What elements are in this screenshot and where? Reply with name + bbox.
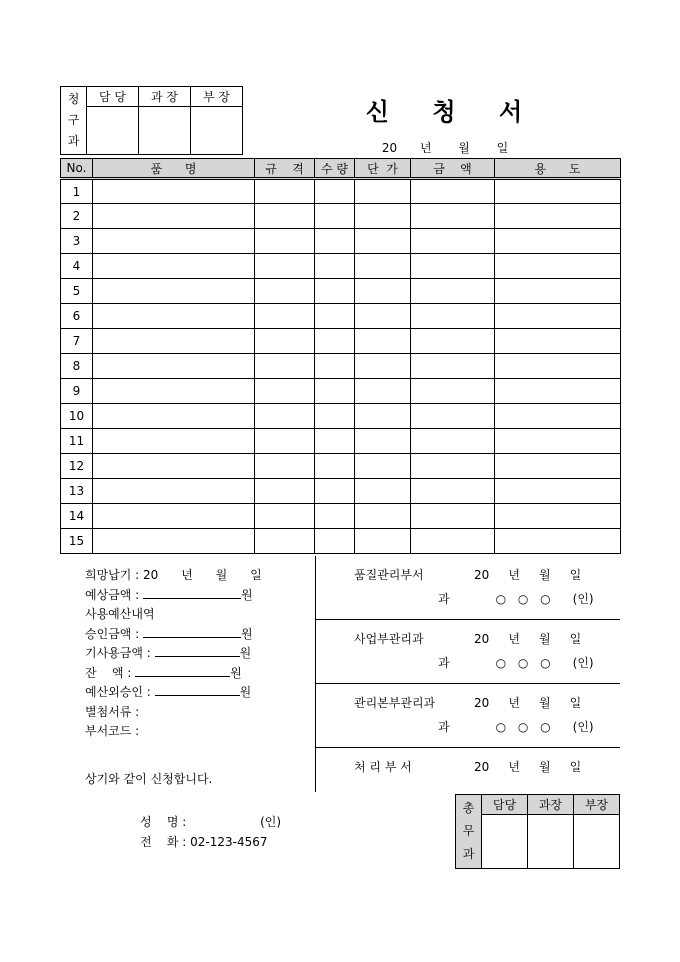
signer-name-placeholder: ○ ○ ○ xyxy=(495,720,555,734)
items-col-header: 용 도 xyxy=(495,159,621,179)
row-number-cell: 2 xyxy=(61,204,93,229)
field-label: 예상금액 : xyxy=(85,587,144,602)
approval-col-section-chief: 과 장 xyxy=(139,87,191,107)
row-number-cell: 9 xyxy=(61,379,93,404)
row-number-cell: 12 xyxy=(61,454,93,479)
approval-block-business-management xyxy=(316,620,620,684)
items-table-row xyxy=(61,179,621,204)
won-unit: 원 xyxy=(241,587,253,602)
fill-in-blank xyxy=(155,645,240,657)
row-number-cell: 5 xyxy=(61,279,93,304)
empty-item-cell xyxy=(315,254,355,279)
seal-label: (인) xyxy=(260,815,282,829)
empty-item-cell xyxy=(315,304,355,329)
empty-item-cell xyxy=(411,279,495,304)
balance-line xyxy=(85,664,340,684)
items-table-row xyxy=(61,404,621,429)
empty-item-cell xyxy=(255,529,315,554)
empty-item-cell xyxy=(411,454,495,479)
won-unit: 원 xyxy=(239,685,252,699)
empty-item-cell xyxy=(315,479,355,504)
approval-col-staff: 담당 xyxy=(482,795,528,815)
empty-item-cell xyxy=(355,429,411,454)
approval-sign-cell-staff xyxy=(87,107,139,155)
row-number-cell: 4 xyxy=(61,254,93,279)
items-table-row xyxy=(61,529,621,554)
empty-item-cell xyxy=(355,279,411,304)
row-number-cell: 3 xyxy=(61,229,93,254)
empty-item-cell xyxy=(411,429,495,454)
empty-item-cell xyxy=(315,179,355,204)
signer-line xyxy=(316,590,620,607)
empty-item-cell xyxy=(93,329,255,354)
empty-item-cell xyxy=(93,279,255,304)
empty-item-cell xyxy=(495,454,621,479)
fill-in-blank xyxy=(143,626,241,638)
empty-item-cell xyxy=(411,329,495,354)
application-statement: 상기와 같이 신청합니다. xyxy=(85,771,213,786)
requesting-dept-label: 청구과 xyxy=(61,87,87,155)
won-unit: 원 xyxy=(239,646,252,660)
empty-item-cell xyxy=(93,229,255,254)
empty-item-cell xyxy=(93,404,255,429)
items-table xyxy=(60,158,621,554)
empty-item-cell xyxy=(355,304,411,329)
empty-item-cell xyxy=(495,354,621,379)
items-table-row xyxy=(61,454,621,479)
items-table-header-row xyxy=(61,159,621,179)
fill-in-blank xyxy=(155,684,240,696)
empty-item-cell xyxy=(495,279,621,304)
row-number-cell: 7 xyxy=(61,329,93,354)
signer-name-placeholder: ○ ○ ○ xyxy=(495,656,555,670)
field-label: 승인금액 : xyxy=(85,626,144,641)
items-col-header: 품 명 xyxy=(93,159,255,179)
empty-item-cell xyxy=(355,354,411,379)
empty-item-cell xyxy=(495,204,621,229)
row-number-cell: 14 xyxy=(61,504,93,529)
extra-budget-approval-line xyxy=(85,683,340,703)
items-table-row xyxy=(61,379,621,404)
empty-item-cell xyxy=(411,304,495,329)
dept-name: 품질관리부서 xyxy=(354,568,424,582)
dept-date-line xyxy=(316,694,620,711)
general-affairs-dept-label: 총무과 xyxy=(456,795,482,869)
empty-item-cell xyxy=(495,229,621,254)
signer-name-placeholder: ○ ○ ○ xyxy=(495,592,555,606)
empty-item-cell xyxy=(315,354,355,379)
approval-date: 20 년 월 일 xyxy=(474,632,582,646)
empty-item-cell xyxy=(315,279,355,304)
empty-item-cell xyxy=(355,229,411,254)
applicant-name-line xyxy=(85,813,340,833)
row-number-cell: 6 xyxy=(61,304,93,329)
approval-sign-cell-section-chief xyxy=(139,107,191,155)
items-table-row xyxy=(61,354,621,379)
request-details-section xyxy=(85,566,340,852)
dept-name: 처 리 부 서 xyxy=(354,760,412,774)
attached-documents-line: 별첨서류 : xyxy=(85,704,144,719)
items-col-header: 규 격 xyxy=(255,159,315,179)
empty-item-cell xyxy=(255,254,315,279)
row-number-cell: 13 xyxy=(61,479,93,504)
empty-item-cell xyxy=(411,504,495,529)
empty-item-cell xyxy=(93,379,255,404)
items-table-row xyxy=(61,329,621,354)
row-number-cell: 10 xyxy=(61,404,93,429)
empty-item-cell xyxy=(411,179,495,204)
dept-date-line xyxy=(316,566,620,583)
empty-item-cell xyxy=(255,354,315,379)
general-affairs-approval-box xyxy=(455,794,620,869)
dept-date-line xyxy=(316,630,620,647)
budget-details-heading: 사용예산내역 xyxy=(85,607,155,621)
empty-item-cell xyxy=(495,429,621,454)
empty-item-cell xyxy=(255,329,315,354)
form-date-line: 20 년 월 일 xyxy=(381,141,509,155)
empty-item-cell xyxy=(315,204,355,229)
empty-item-cell xyxy=(495,404,621,429)
section-label: 과 xyxy=(438,656,450,670)
title-block xyxy=(320,92,570,156)
empty-item-cell xyxy=(315,379,355,404)
items-col-header: 단 가 xyxy=(355,159,411,179)
empty-item-cell xyxy=(355,454,411,479)
empty-item-cell xyxy=(315,454,355,479)
empty-item-cell xyxy=(355,529,411,554)
won-unit: 원 xyxy=(230,665,242,680)
items-col-header: No. xyxy=(61,159,93,179)
field-label: 예산외승인 : xyxy=(85,685,155,699)
expected-amount-line xyxy=(85,586,340,606)
empty-item-cell xyxy=(93,354,255,379)
approval-sign-cell-section-chief xyxy=(528,815,574,869)
empty-item-cell xyxy=(255,454,315,479)
approval-date: 20 년 월 일 xyxy=(474,696,582,710)
approval-sign-cell-dept-head xyxy=(574,815,620,869)
empty-item-cell xyxy=(93,429,255,454)
empty-item-cell xyxy=(315,229,355,254)
dept-date-line xyxy=(316,758,620,775)
empty-item-cell xyxy=(355,179,411,204)
approval-col-section-chief: 과장 xyxy=(528,795,574,815)
empty-item-cell xyxy=(255,229,315,254)
items-col-header: 수 량 xyxy=(315,159,355,179)
field-label: 전 화 : xyxy=(140,834,191,849)
approval-block-processing-dept xyxy=(316,748,620,792)
seal-label: (인) xyxy=(572,720,594,734)
items-table-row xyxy=(61,254,621,279)
empty-item-cell xyxy=(495,254,621,279)
approval-block-quality-control xyxy=(316,556,620,620)
empty-item-cell xyxy=(355,329,411,354)
fill-in-blank xyxy=(135,665,230,677)
empty-item-cell xyxy=(411,479,495,504)
department-approval-section xyxy=(315,556,620,792)
empty-item-cell xyxy=(93,529,255,554)
used-amount-line xyxy=(85,644,340,664)
seal-label: (인) xyxy=(572,656,594,670)
empty-item-cell xyxy=(411,529,495,554)
empty-item-cell xyxy=(255,279,315,304)
empty-item-cell xyxy=(355,379,411,404)
empty-item-cell xyxy=(93,179,255,204)
empty-item-cell xyxy=(255,404,315,429)
empty-item-cell xyxy=(315,529,355,554)
items-table-row xyxy=(61,229,621,254)
empty-item-cell xyxy=(495,179,621,204)
empty-item-cell xyxy=(93,504,255,529)
items-table-row xyxy=(61,204,621,229)
fill-in-blank xyxy=(143,587,241,599)
empty-item-cell xyxy=(315,329,355,354)
row-number-cell: 11 xyxy=(61,429,93,454)
empty-item-cell xyxy=(495,529,621,554)
empty-item-cell xyxy=(355,404,411,429)
empty-item-cell xyxy=(315,504,355,529)
dept-name: 관리본부관리과 xyxy=(354,696,436,710)
empty-item-cell xyxy=(411,404,495,429)
won-unit: 원 xyxy=(241,626,253,641)
section-label: 과 xyxy=(438,720,450,734)
seal-label: (인) xyxy=(572,592,594,606)
items-table-row xyxy=(61,279,621,304)
empty-item-cell xyxy=(315,404,355,429)
signer-line xyxy=(316,654,620,671)
empty-item-cell xyxy=(495,379,621,404)
empty-item-cell xyxy=(93,454,255,479)
empty-item-cell xyxy=(255,429,315,454)
empty-item-cell xyxy=(93,304,255,329)
approval-date: 20 년 월 일 xyxy=(474,568,582,582)
empty-item-cell xyxy=(495,504,621,529)
dept-code-line: 부서코드 : xyxy=(85,724,144,738)
empty-item-cell xyxy=(355,254,411,279)
empty-item-cell xyxy=(411,254,495,279)
items-table-row xyxy=(61,504,621,529)
row-number-cell: 8 xyxy=(61,354,93,379)
desired-delivery-line: 희망납기 : 20 년 월 일 xyxy=(85,568,262,582)
empty-item-cell xyxy=(255,304,315,329)
field-label: 기사용금액 : xyxy=(85,646,155,660)
approved-amount-line xyxy=(85,625,340,645)
form-title: 신 청 서 xyxy=(365,98,525,126)
approval-col-staff: 담 당 xyxy=(87,87,139,107)
empty-item-cell xyxy=(255,479,315,504)
empty-item-cell xyxy=(411,354,495,379)
empty-item-cell xyxy=(411,229,495,254)
approval-col-dept-head: 부장 xyxy=(574,795,620,815)
section-label: 과 xyxy=(438,592,450,606)
empty-item-cell xyxy=(255,379,315,404)
empty-item-cell xyxy=(355,204,411,229)
phone-line xyxy=(85,833,340,853)
empty-item-cell xyxy=(355,504,411,529)
empty-item-cell xyxy=(93,254,255,279)
approval-sign-cell-dept-head xyxy=(191,107,243,155)
approval-sign-cell-staff xyxy=(482,815,528,869)
row-number-cell: 1 xyxy=(61,179,93,204)
empty-item-cell xyxy=(355,479,411,504)
empty-item-cell xyxy=(93,204,255,229)
items-table-row xyxy=(61,479,621,504)
empty-item-cell xyxy=(495,304,621,329)
empty-item-cell xyxy=(315,429,355,454)
row-number-cell: 15 xyxy=(61,529,93,554)
items-col-header: 금 액 xyxy=(411,159,495,179)
empty-item-cell xyxy=(495,479,621,504)
approval-block-management-hq xyxy=(316,684,620,748)
field-label: 잔 액 : xyxy=(85,665,136,680)
approval-date: 20 년 월 일 xyxy=(474,760,582,774)
empty-item-cell xyxy=(255,179,315,204)
empty-item-cell xyxy=(411,204,495,229)
empty-item-cell xyxy=(93,479,255,504)
items-table-row xyxy=(61,429,621,454)
phone-number: 02-123-4567 xyxy=(190,834,268,849)
empty-item-cell xyxy=(255,504,315,529)
empty-item-cell xyxy=(495,329,621,354)
empty-item-cell xyxy=(255,204,315,229)
requester-approval-box xyxy=(60,86,243,155)
empty-item-cell xyxy=(411,379,495,404)
dept-name: 사업부관리과 xyxy=(354,632,424,646)
approval-col-dept-head: 부 장 xyxy=(191,87,243,107)
items-table-row xyxy=(61,304,621,329)
field-label: 성 명 : xyxy=(140,815,191,829)
signer-line xyxy=(316,718,620,735)
